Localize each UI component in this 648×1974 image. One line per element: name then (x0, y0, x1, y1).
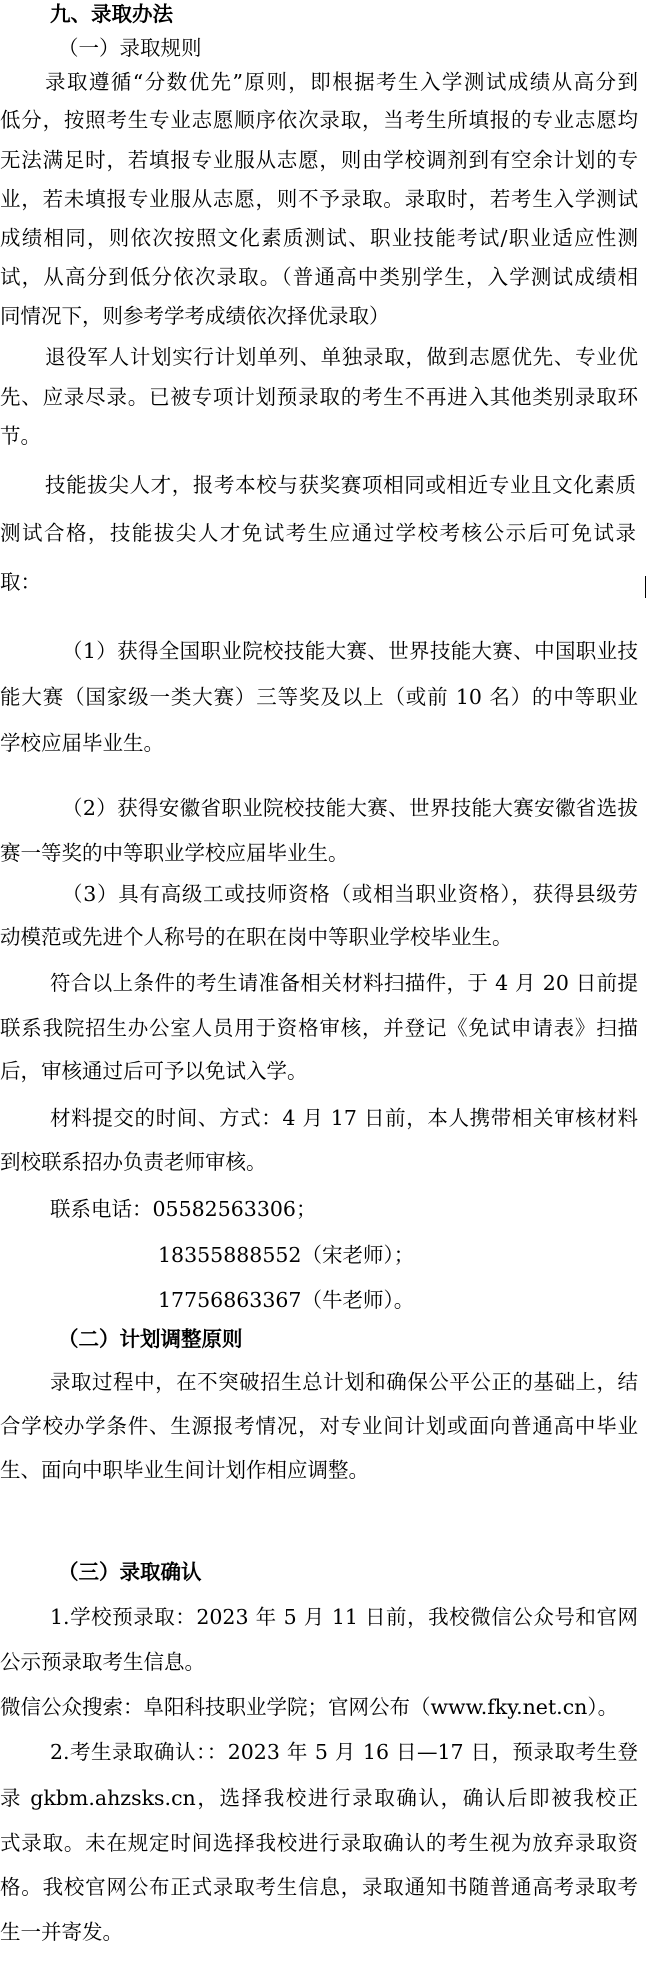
text-line: 1.学校预录取：2023 年 5 月 11 日前，我校微信公众号和官网 (50, 1605, 638, 1629)
text-cursor (645, 576, 646, 598)
text-line: （3）具有高级工或技师资格（或相当职业资格），获得县级劳 (62, 882, 638, 906)
text-line: 无法满足时，若填报专业服从志愿，则由学校调剂到有空余计划的专 (0, 148, 638, 172)
text-line: 试，从高分到低分依次录取。（普通高中类别学生，入学测试成绩相 (0, 265, 638, 289)
text-line: 到校联系招办负责老师审核。 (0, 1150, 267, 1174)
text-line: 录取遵循“分数优先”原则，即根据考生入学测试成绩从高分到 (45, 70, 638, 94)
contact-phone: 18355888552（宋老师）； (158, 1243, 415, 1267)
text-line: 成绩相同，则依次按照文化素质测试、职业技能考试/职业适应性测 (0, 226, 638, 250)
text-line: 录取过程中，在不突破招生总计划和确保公平公正的基础上，结 (50, 1370, 638, 1394)
text-line: 业，若未填报专业服从志愿，则不予录取。录取时，若考生入学测试 (0, 187, 638, 211)
text-line: 取： (0, 570, 41, 594)
text-line: 赛一等奖的中等职业学校应届毕业生。 (0, 841, 349, 865)
text-line: 动模范或先进个人称号的在职在岗中等职业学校毕业生。 (0, 925, 513, 949)
text-line: 录 gkbm.ahzsks.cn，选择我校进行录取确认，确认后即被我校正 (0, 1786, 638, 1810)
text-line: 退役军人计划实行计划单列、单独录取，做到志愿优先、专业优 (45, 345, 638, 369)
text-line: 低分，按照考生专业志愿顺序依次录取，当考生所填报的专业志愿均 (0, 108, 638, 132)
section-title: 九、录取办法 (50, 2, 173, 26)
text-line: 合学校办学条件、生源报考情况，对专业间计划或面向普通高中毕业 (0, 1414, 638, 1438)
subsection-title-confirm: （三）录取确认 (58, 1560, 202, 1584)
text-line: 符合以上条件的考生请准备相关材料扫描件，于 4 月 20 日前提 (50, 971, 638, 995)
contact-phone: 17756863367（牛老师）。 (158, 1288, 415, 1312)
text-line: 联系我院招生办公室人员用于资格审核，并登记《免试申请表》扫描 (0, 1016, 638, 1040)
text-line: 节。 (0, 424, 41, 448)
text-line: 学校应届毕业生。 (0, 731, 164, 755)
subsection-title-rules: （一）录取规则 (58, 36, 202, 60)
text-line: 公示预录取考生信息。 (0, 1650, 205, 1674)
contact-phone: 联系电话：05582563306； (50, 1197, 317, 1221)
text-line: 格。我校官网公布正式录取考生信息，录取通知书随普通高考录取考 (0, 1875, 638, 1899)
subsection-title-plan: （二）计划调整原则 (58, 1327, 243, 1351)
text-line: 式录取。未在规定时间选择我校进行录取确认的考生视为放弃录取资 (0, 1831, 638, 1855)
text-line: （1）获得全国职业院校技能大赛、世界技能大赛、中国职业技 (62, 639, 638, 663)
text-line: 后，审核通过后可予以免试入学。 (0, 1059, 308, 1083)
text-line: 同情况下，则参考学考成绩依次择优录取） (0, 304, 390, 328)
text-line: 生一并寄发。 (0, 1920, 123, 1944)
wechat-official-site: 微信公众搜索：阜阳科技职业学院；官网公布（www.fky.net.cn）。 (0, 1695, 619, 1719)
text-line: 先、应录尽录。已被专项计划预录取的考生不再进入其他类别录取环 (0, 385, 638, 409)
text-line: 材料提交的时间、方式：4 月 17 日前，本人携带相关审核材料 (50, 1106, 638, 1130)
text-line: （2）获得安徽省职业院校技能大赛、世界技能大赛安徽省选拔 (62, 796, 638, 820)
text-line: 技能拔尖人才，报考本校与获奖赛项相同或相近专业且文化素质 (45, 473, 636, 497)
text-line: 测试合格，技能拔尖人才免试考生应通过学校考核公示后可免试录 (0, 521, 636, 545)
text-line: 能大赛（国家级一类大赛）三等奖及以上（或前 10 名）的中等职业 (0, 685, 638, 709)
text-line: 生、面向中职毕业生间计划作相应调整。 (0, 1458, 369, 1482)
text-line: 2.考生录取确认：：2023 年 5 月 16 日—17 日，预录取考生登 (50, 1740, 638, 1764)
